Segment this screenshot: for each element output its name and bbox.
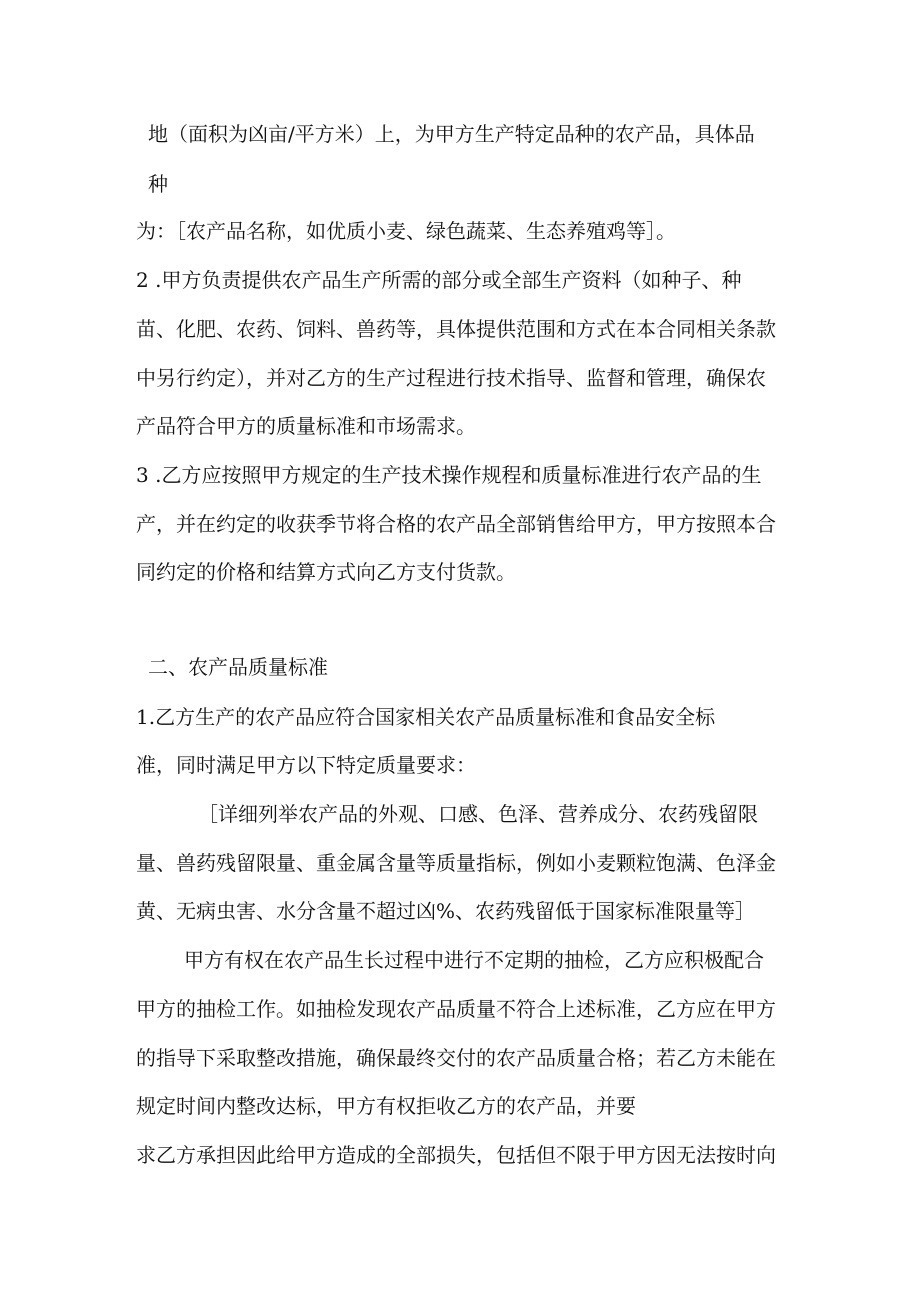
clause-2-line-1: 2 .甲方负责提供农产品生产所需的部分或全部生产资料（如种子、种 (136, 268, 742, 292)
quality-detail-line-1: ［详细列举农产品的外观、口感、色泽、营养成分、农药残留限 (198, 802, 758, 826)
paragraph-line-3: 为：［农产品名称，如优质小麦、绿色蔬菜、生态养殖鸡等］。 (136, 219, 676, 243)
inspection-line-3: 的指导下采取整改措施，确保最终交付的农产品质量合格；若乙方未能在 (136, 1046, 776, 1070)
section-heading: 二、农产品质量标准 (148, 655, 328, 679)
clause-2-line-2: 苗、化肥、农药、饲料、兽药等，具体提供范围和方式在本合同相关条款 (136, 317, 776, 341)
clause-2-line-4: 产品符合甲方的质量标准和市场需求。 (136, 414, 476, 438)
paragraph-line-1: 地（面积为凶亩/平方米）上，为甲方生产特定品种的农产品，具体品 (148, 122, 755, 146)
clause-2-line-3: 中另行约定），并对乙方的生产过程进行技术指导、监督和管理，确保农 (136, 366, 766, 390)
clause-3-line-3: 同约定的价格和结算方式向乙方支付货款。 (136, 560, 516, 584)
quality-detail-line-2: 量、兽药残留限量、重金属含量等质量指标，例如小麦颗粒饱满、色泽金 (136, 851, 776, 875)
inspection-line-1: 甲方有权在农产品生长过程中进行不定期的抽检，乙方应积极配合 (184, 948, 764, 972)
paragraph-line-2: 种 (148, 172, 168, 196)
quality-clause-line-1: 1.乙方生产的农产品应符合国家相关农产品质量标准和食品安全标 (136, 705, 716, 729)
inspection-line-4: 规定时间内整改达标，甲方有权拒收乙方的农产品，并要 (136, 1094, 636, 1118)
inspection-line-2: 甲方的抽检工作。如抽检发现农产品质量不符合上述标准，乙方应在甲方 (136, 997, 776, 1021)
quality-detail-line-3: 黄、无病虫害、水分含量不超过凶%、农药残留低于国家标准限量等］ (136, 899, 756, 923)
clause-3-line-2: 产，并在约定的收获季节将合格的农产品全部销售给甲方，甲方按照本合 (136, 512, 776, 536)
quality-clause-line-2: 准，同时满足甲方以下特定质量要求： (136, 753, 476, 777)
inspection-line-5: 求乙方承担因此给甲方造成的全部损失，包括但不限于甲方因无法按时向 (136, 1143, 776, 1167)
clause-3-line-1: 3 .乙方应按照甲方规定的生产技术操作规程和质量标准进行农产品的生 (136, 463, 762, 487)
